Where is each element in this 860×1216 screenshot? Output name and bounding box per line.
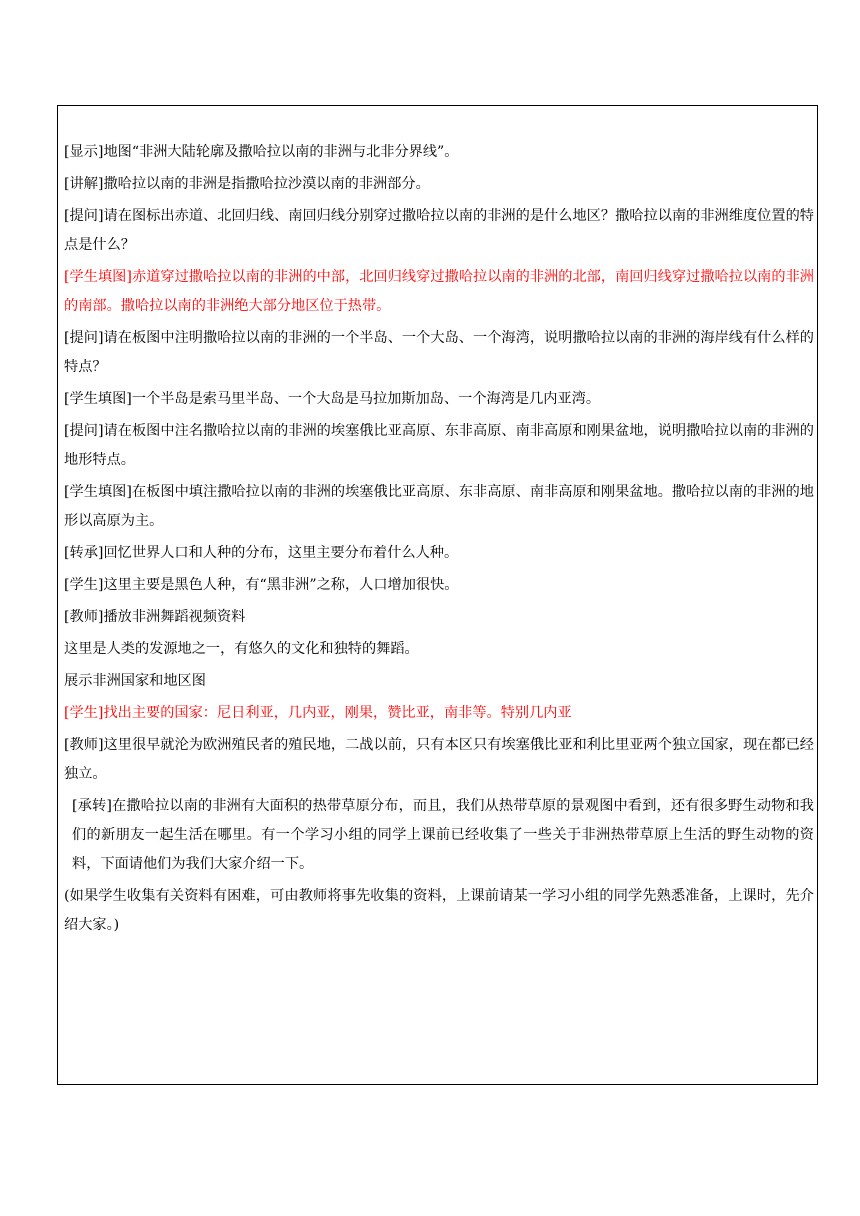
- paragraph-student-countries: [学生]找出主要的国家：尼日利亚，几内亚，刚果，赞比亚，南非等。特别几内亚: [64, 705, 572, 721]
- paragraph-show-countries: 展示非洲国家和地区图: [64, 673, 206, 689]
- paragraph-teacher-colony: [教师]这里很早就沦为欧洲殖民者的殖民地，二战以前，只有本区只有埃塞俄比亚和利比里亚两个独立国家，现在都已经独立。: [64, 737, 814, 782]
- paragraph-origin: 这里是人类的发源地之一，有悠久的文化和独特的舞蹈。: [64, 641, 419, 657]
- paragraph-note: (如果学生收集有关资料有困难，可由教师将事先收集的资料，上课前请某一学习小组的同学先熟悉准备，上课时，先介绍大家。): [64, 888, 814, 933]
- lesson-content: [64, 138, 814, 943]
- paragraph-teacher-video: [教师]播放非洲舞蹈视频资料: [64, 609, 246, 625]
- paragraph-student-fill-coastline: [学生填图]一个半岛是索马里半岛、一个大岛是马拉加斯加岛、一个海湾是几内亚湾。: [64, 391, 601, 407]
- paragraph-student-answer: [学生]这里主要是黑色人种，有“黑非洲”之称，人口增加很快。: [64, 577, 459, 593]
- paragraph-explain: [讲解]撒哈拉以南的非洲是指撒哈拉沙漠以南的非洲部分。: [64, 176, 430, 192]
- paragraph-show-map: [显示]地图“非洲大陆轮廓及撒哈拉以南的非洲与北非分界线”。: [64, 144, 459, 160]
- paragraph-transition-wildlife: [承转]在撒哈拉以南的非洲有大面积的热带草原分布，而且，我们从热带草原的景观图中看到，还有很多野生动物和我们的新朋友一起生活在哪里。有一个学习小组的同学上课前已经收集了一些关于非洲热带草原上生活的野生动物的资料，下面请他们为我们大家介绍一下。: [72, 798, 814, 872]
- paragraph-transition-population: [转承]回忆世界人口和人种的分布，这里主要分布着什么人种。: [64, 545, 459, 561]
- paragraph-question-terrain: [提问]请在板图中注名撒哈拉以南的非洲的埃塞俄比亚高原、东非高原、南非高原和刚果盆地，说明撒哈拉以南的非洲的地形特点。: [64, 423, 814, 468]
- paragraph-student-fill-latitude: [学生填图]赤道穿过撒哈拉以南的非洲的中部，北回归线穿过撒哈拉以南的非洲的北部，南回归线穿过撒哈拉以南的非洲的南部。撒哈拉以南的非洲绝大部分地区位于热带。: [64, 269, 814, 314]
- paragraph-question-coastline: [提问]请在板图中注明撒哈拉以南的非洲的一个半岛、一个大岛、一个海湾，说明撒哈拉以南的非洲的海岸线有什么样的特点？: [64, 330, 814, 375]
- paragraph-question-latitude: [提问]请在图标出赤道、北回归线、南回归线分别穿过撒哈拉以南的非洲的是什么地区？撒哈拉以南的非洲维度位置的特点是什么？: [64, 208, 814, 253]
- paragraph-student-fill-terrain: [学生填图]在板图中填注撒哈拉以南的非洲的埃塞俄比亚高原、东非高原、南非高原和刚果盆地。撒哈拉以南的非洲的地形以高原为主。: [64, 484, 814, 529]
